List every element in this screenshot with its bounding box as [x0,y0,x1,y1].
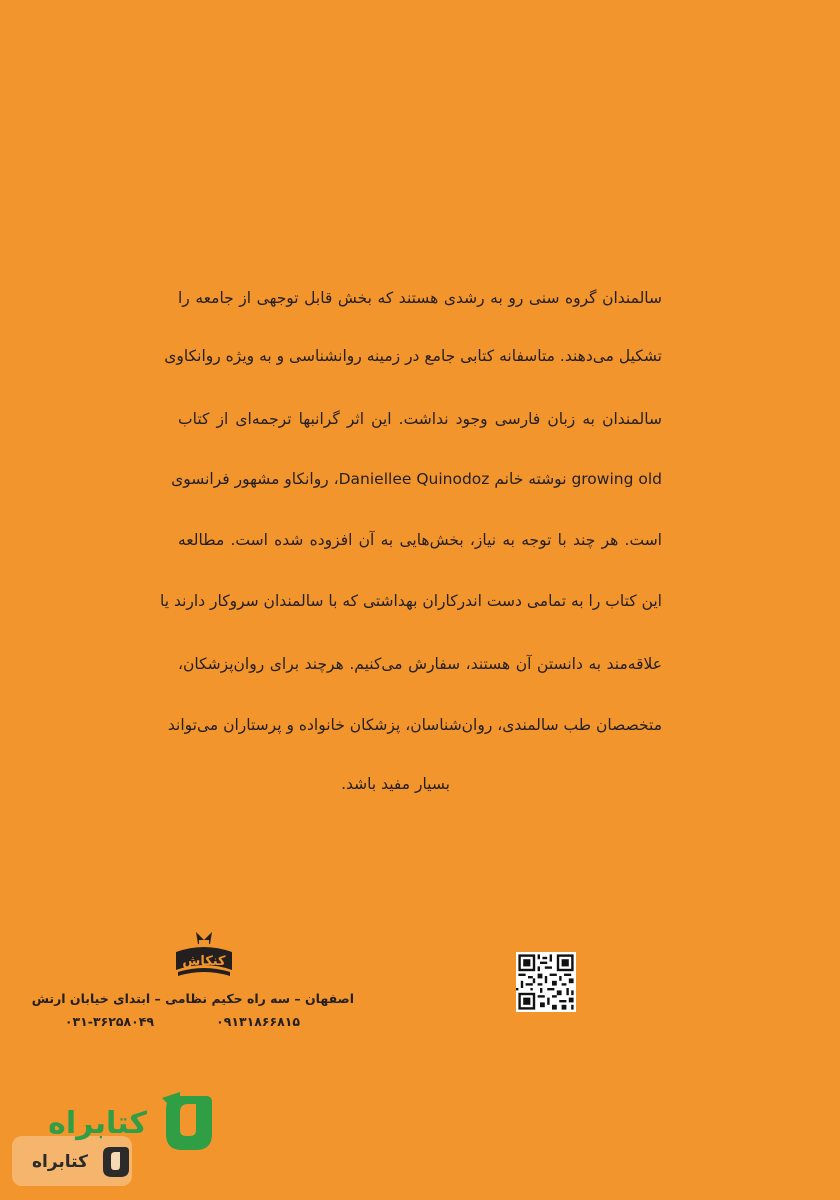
publisher-phone-landline: ۰۳۱-۳۶۲۵۸۰۴۹ [64,1014,154,1029]
description-line: بسیار مفید باشد. [341,775,450,793]
kitabrah-watermark [10,1090,220,1190]
description-line: سالمندان گروه سنی رو به رشدی هستند که بخش قابل توجهی از جامعه را [178,289,662,307]
description-line: علاقه‌مند به دانستن آن هستند، سفارش می‌کنیم. هرچند برای روان‌پزشکان، [178,655,662,673]
kitabrah-wordmark: کتابراه [48,1106,147,1141]
description-line: تشکیل می‌دهند. متاسفانه کتابی جامع در زمینه روانشناسی و به ویژه روانکاوی [164,347,662,365]
description-line: این کتاب را به تمامی دست اندرکاران بهداشتی که با سالمندان سروکار دارند یا [159,592,662,610]
kitabrah-small-icon [98,1144,132,1180]
publisher-address: اصفهان – سه راه حکیم نظامی – ابتدای خیابان ارتش [31,991,354,1006]
description-line: متخصصان طب سالمندی، روان‌شناسان، پزشکان خانواده و پرستاران می‌تواند [167,716,662,734]
qr-code[interactable] [516,952,576,1012]
publisher-logo [172,930,236,982]
description-line: است. هر چند با توجه به نیاز، بخش‌هایی به آن افزوده شده است. مطالعه [178,531,662,549]
kitabrah-logo-icon [156,1090,218,1154]
description-line: سالمندان به زبان فارسی وجود نداشت. این اثر گرانبها ترجمه‌ای از کتاب [178,410,662,428]
svg-text:کنکاش: کنکاش [182,954,226,969]
description-line: growing old نوشته خانم Daniellee Quinodoz، روانکاو مشهور فرانسوی [171,470,662,488]
kitabrah-small-wordmark: کتابراه [31,1152,88,1172]
publisher-phone-mobile: ۰۹۱۳۱۸۶۶۸۱۵ [216,1014,300,1029]
